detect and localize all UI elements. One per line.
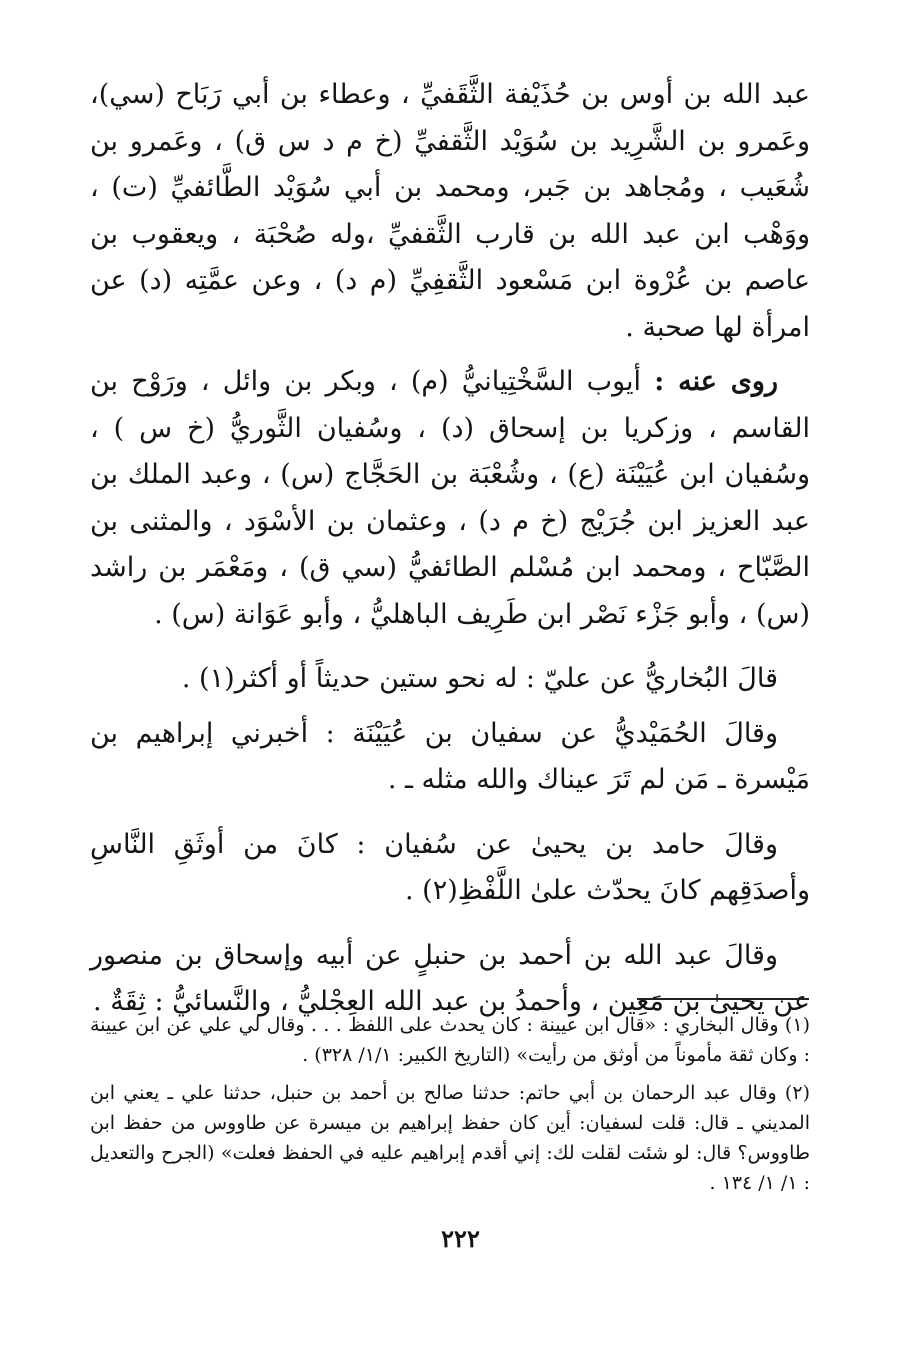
- paragraph-narrated-from: [90, 72, 810, 351]
- paragraph-text: وقالَ عبد الله بن أحمد بن حنبلٍ عن أبيه وإسحاق بن منصور عن يحيىٰ بن مَعِين ، وأحمدُ بن عبد الله العِجْليُّ ، والنَّسائيُّ : ثِقَةٌ .: [90, 939, 810, 1017]
- paragraph-lead: روى عنه :: [654, 366, 779, 397]
- paragraph-text: عبد الله بن أوس بن حُذَيْفة الثَّقَفيِّ ، وعطاء بن أبي رَبَاح (سي)، وعَمرو بن الشَّرِيد بن سُوَيْد الثَّقفيِّ (خ م د س ق) ، وعَمرو بن شُعَيب ، ومُجاهد بن جَبر، ومحمد بن أبي سُوَيْد الطَّائفيِّ (ت) ، ووَهْب ابن عبد الله بن قارب الثَّقفيِّ ،وله صُحْبَة ، ويعقوب بن عاصم بن عُرْوة ابن مَسْعود الثَّقفِيِّ (م د) ، وعن عمَّتِه (د) عن امرأة لها صحبة .: [90, 79, 810, 343]
- page-number: ٢٢٢: [441, 1224, 480, 1253]
- paragraph-humaydi: [90, 711, 810, 804]
- paragraph-text: أيوب السَّخْتِيانيُّ (م) ، وبكر بن وائل ، ورَوْح بن القاسم ، وزكريا بن إسحاق (د) ، وسُفيان الثَّوريُّ (خ س ) ، وسُفيان ابن عُيَيْنَة (ع) ، وشُعْبَة بن الحَجَّاج (س) ، وعبد الملك بن عبد العزيز ابن جُرَيْج (خ م د) ، وعثمان بن الأسْوَد ، والمثنى بن الصَّبّاح ، ومحمد ابن مُسْلم الطائفيُّ (سي ق) ، ومَعْمَر بن راشد (س) ، وأبو جَزْء نَصْر ابن طَرِيف الباهليُّ ، وأبو عَوَانة (س) .: [90, 366, 810, 630]
- paragraph-narrated-by: [90, 359, 810, 638]
- footnote-2: (٢) وقال عبد الرحمان بن أبي حاتم: حدثنا صالح بن أحمد بن حنبل، حدثنا علي ـ يعني ابن المديني ـ قال: قلت لسفيان: أين كان حفظ إبراهيم بن ميسرة عن طاووس من حفظ ابن طاووس؟ قال: لو شئت لقلت لك: إني أقدم إبراهيم عليه في الحفظ فعلت» (الجرح والتعديل : ١/ ١/ ١٣٤ .: [90, 1082, 810, 1194]
- paragraph-bukhari: [90, 656, 810, 703]
- footnotes: [90, 1010, 810, 1206]
- paragraph-text: وقالَ حامد بن يحيىٰ عن سُفيان : كانَ من أوثَقِ النَّاسِ وأصدَقِهم كانَ يحدّث علىٰ اللَّفْظِ(٢) .: [90, 828, 810, 906]
- main-text: [90, 72, 810, 1026]
- paragraph-text: قالَ البُخاريُّ عن عليّ : له نحو ستين حديثاً أو أكثر(١) .: [181, 663, 778, 694]
- paragraph-hamid: [90, 822, 810, 915]
- footnote-divider: [637, 998, 809, 1000]
- footnote-1: (١) وقال البخاري : «قال ابن عيينة : كان يحدث على اللفظ . . . وقال لي علي عن ابن عيينة : وكان ثقة مأموناً من أوثق من رأيت» (التاريخ الكبير: ١/١/ ٣٢٨) .: [90, 1014, 810, 1066]
- paragraph-text: وقالَ الحُمَيْديُّ عن سفيان بن عُيَيْنَة : أخبرني إبراهيم بن مَيْسرة ـ مَن لم تَرَ عيناك والله مثله ـ .: [90, 717, 810, 795]
